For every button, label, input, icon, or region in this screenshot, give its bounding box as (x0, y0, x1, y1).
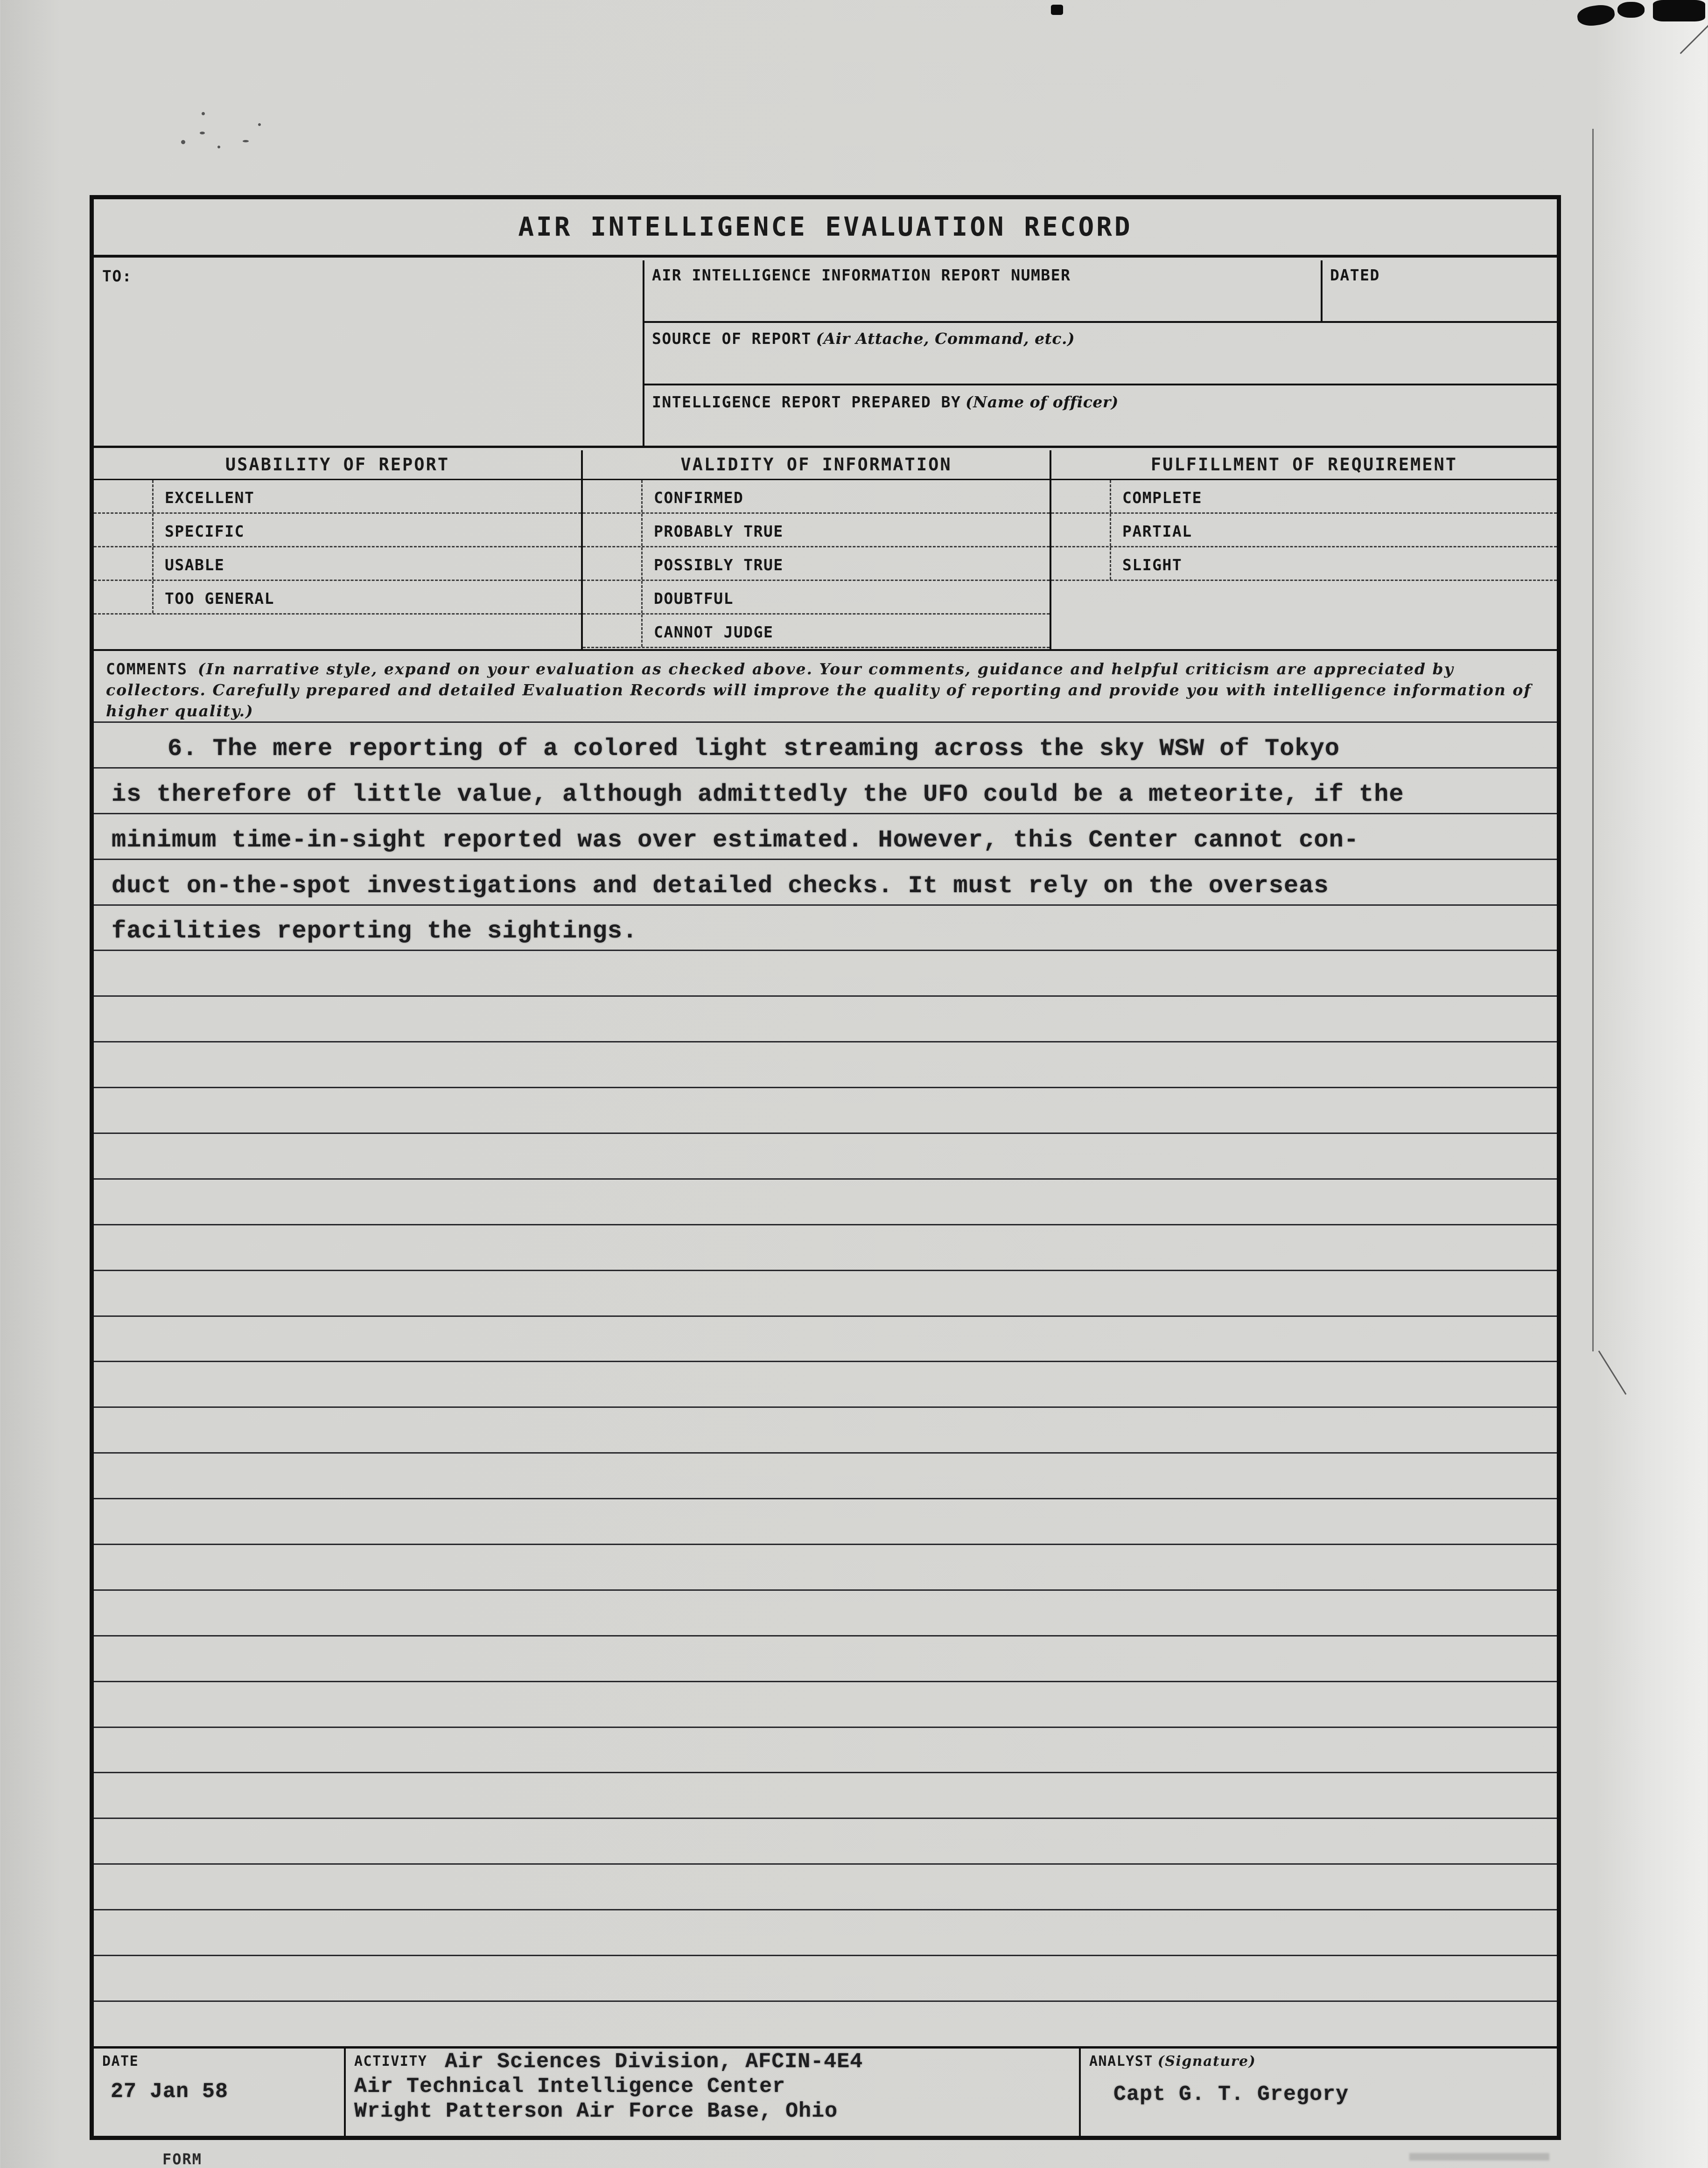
to-label: TO: (102, 267, 133, 285)
dated-label: DATED (1330, 266, 1380, 284)
empty-ruled-line (94, 1682, 1557, 1728)
activity-line: Air Technical Intelligence Center (354, 2075, 786, 2098)
date-label: DATE (102, 2053, 139, 2070)
option-label: SPECIFIC (165, 522, 245, 540)
analyst-field (1081, 2049, 1557, 2136)
empty-ruled-line (94, 1271, 1557, 1317)
empty-ruled-line (94, 1865, 1557, 1910)
analyst-label: ANALYST (1089, 2053, 1153, 2070)
option-label: PARTIAL (1122, 522, 1192, 540)
scan-speck (217, 146, 220, 148)
scan-speck (243, 140, 249, 142)
activity-line: Wright Patterson Air Force Base, Ohio (354, 2099, 838, 2123)
report-number-field (644, 260, 1323, 321)
comment-line (94, 814, 1557, 860)
empty-ruled-line (94, 1499, 1557, 1545)
option-label: DOUBTFUL (654, 589, 734, 608)
ruled-writing-area (94, 723, 1557, 2046)
checkbox-probably-true (583, 514, 643, 546)
scan-speck (181, 140, 185, 144)
activity-field (346, 2049, 1081, 2136)
usability-column (94, 450, 583, 649)
empty-ruled-line (94, 1042, 1557, 1088)
option-label: SLIGHT (1122, 556, 1183, 574)
comment-line (94, 723, 1557, 769)
analyst-signature: Capt G. T. Gregory (1113, 2083, 1349, 2106)
activity-line: Air Sciences Division, AFCIN-4E4 (445, 2050, 863, 2074)
option-label: POSSIBLY TRUE (654, 556, 784, 574)
typed-text-line: facilities reporting the sightings. (112, 917, 638, 945)
option-row-specific (94, 514, 581, 547)
option-row-possibly-true (583, 547, 1050, 581)
scan-artifact-blob (1051, 5, 1063, 15)
report-number-label: AIR INTELLIGENCE INFORMATION REPORT NUMBER (652, 266, 1071, 284)
option-row-partial (1051, 514, 1557, 547)
comments-instructions-block (94, 651, 1557, 723)
option-label: TOO GENERAL (165, 589, 275, 608)
checkbox-too-general (94, 581, 154, 613)
empty-ruled-line (94, 1134, 1557, 1180)
checkbox-complete (1051, 480, 1111, 512)
checkbox-doubtful (583, 581, 643, 613)
empty-ruled-line (94, 1956, 1557, 2002)
comments-label: COMMENTS (106, 660, 188, 678)
fulfillment-header-label: FULFILLMENT OF REQUIREMENT (1150, 455, 1458, 475)
comment-line (94, 769, 1557, 814)
form-header-block (94, 260, 1557, 448)
date-field (94, 2049, 346, 2136)
to-field (94, 260, 644, 446)
comments-instructions (106, 658, 1545, 721)
scan-speck (200, 132, 205, 134)
option-label: EXCELLENT (165, 489, 255, 507)
empty-ruled-line (94, 1773, 1557, 1819)
validity-column (583, 450, 1051, 649)
fulfillment-column (1051, 450, 1557, 649)
empty-ruled-line (94, 1545, 1557, 1591)
prepared-by-detail: (Name of officer) (966, 393, 1119, 411)
form-title: AIR INTELLIGENCE EVALUATION RECORD (518, 212, 1133, 242)
validity-header-label: VALIDITY OF INFORMATION (680, 455, 952, 475)
empty-ruled-line (94, 1636, 1557, 1682)
empty-ruled-line (94, 2002, 1557, 2046)
checkbox-possibly-true (583, 547, 643, 580)
empty-ruled-line (94, 951, 1557, 997)
rating-section (94, 450, 1557, 651)
form-title-bar (94, 199, 1557, 258)
typed-text-line: minimum time-in-sight reported was over estimated. However, this Center cannot con- (112, 826, 1359, 854)
date-value: 27 Jan 58 (111, 2080, 229, 2104)
option-row-too-general (94, 581, 581, 615)
fulfillment-header (1051, 450, 1557, 480)
option-row-probably-true (583, 514, 1050, 547)
checkbox-cannot-judge (583, 615, 643, 647)
scan-artifact-line (1592, 129, 1594, 1351)
option-row-doubtful (583, 581, 1050, 615)
empty-ruled-line (94, 997, 1557, 1042)
typed-text-line: 6. The mere reporting of a colored light streaming across the sky WSW of Tokyo (168, 734, 1340, 762)
bottom-form-number-fragment: FORM (162, 2150, 203, 2168)
usability-header (94, 450, 581, 480)
source-of-report-field (644, 323, 1557, 385)
option-row-cannot-judge (583, 615, 1050, 648)
option-row-complete (1051, 480, 1557, 514)
checkbox-specific (94, 514, 154, 546)
option-row-usable (94, 547, 581, 581)
air-intelligence-evaluation-record-form (90, 195, 1561, 2140)
validity-header (583, 450, 1050, 480)
option-label: USABLE (165, 556, 225, 574)
prepared-by-field (644, 385, 1557, 446)
dated-field (1323, 260, 1557, 321)
source-label-detail: (Air Attache, Command, etc.) (816, 329, 1075, 348)
option-row-confirmed (583, 480, 1050, 514)
activity-label: ACTIVITY (354, 2053, 427, 2070)
header-row-report-number (644, 260, 1557, 323)
checkbox-excellent (94, 480, 154, 512)
option-label: CONFIRMED (654, 489, 744, 507)
analyst-label-detail: (Signature) (1157, 2053, 1256, 2070)
typed-text-line: is therefore of little value, although admittedly the UFO could be a meteorite, if the (112, 780, 1404, 808)
option-label: COMPLETE (1122, 489, 1202, 507)
scan-artifact-line (1680, 20, 1708, 54)
comment-line (94, 860, 1557, 906)
header-right-section (644, 260, 1557, 446)
option-label: PROBABLY TRUE (654, 522, 784, 540)
empty-ruled-line (94, 1408, 1557, 1454)
scan-speck (258, 123, 261, 126)
checkbox-partial (1051, 514, 1111, 546)
usability-header-label: USABILITY OF REPORT (225, 455, 450, 475)
option-label: CANNOT JUDGE (654, 623, 774, 641)
checkbox-slight (1051, 547, 1111, 580)
empty-ruled-line (94, 1728, 1557, 1774)
empty-ruled-line (94, 1591, 1557, 1636)
scan-artifact-blob (1617, 2, 1645, 18)
empty-ruled-line (94, 1362, 1557, 1408)
empty-ruled-line (94, 1454, 1557, 1499)
comments-instruction-text: (In narrative style, expand on your evaluation as checked above. Your comments, guidance and helpful criticism are appreciated by collectors. Carefully prepared and detailed Evaluation Records will improve the quality of reporting and provide you with intelligence information of higher quality.) (106, 660, 1532, 720)
scan-artifact-blob (1653, 0, 1705, 21)
prepared-by-label: INTELLIGENCE REPORT PREPARED BY (652, 393, 961, 411)
form-footer (94, 2046, 1557, 2136)
empty-ruled-line (94, 1180, 1557, 1225)
source-label: SOURCE OF REPORT (652, 329, 812, 348)
scan-artifact-blob (1576, 3, 1616, 28)
empty-ruled-line (94, 1317, 1557, 1363)
empty-ruled-line (94, 1910, 1557, 1956)
comment-line (94, 906, 1557, 951)
empty-ruled-line (94, 1088, 1557, 1134)
option-row-excellent (94, 480, 581, 514)
option-row-slight (1051, 547, 1557, 581)
typed-text-line: duct on-the-spot investigations and detailed checks. It must rely on the overseas (112, 872, 1329, 900)
scan-artifact-line (1598, 1350, 1627, 1395)
empty-ruled-line (94, 1819, 1557, 1865)
scan-speck (202, 112, 205, 115)
empty-ruled-line (94, 1225, 1557, 1271)
checkbox-confirmed (583, 480, 643, 512)
scan-smudge (1409, 2153, 1549, 2161)
checkbox-usable (94, 547, 154, 580)
